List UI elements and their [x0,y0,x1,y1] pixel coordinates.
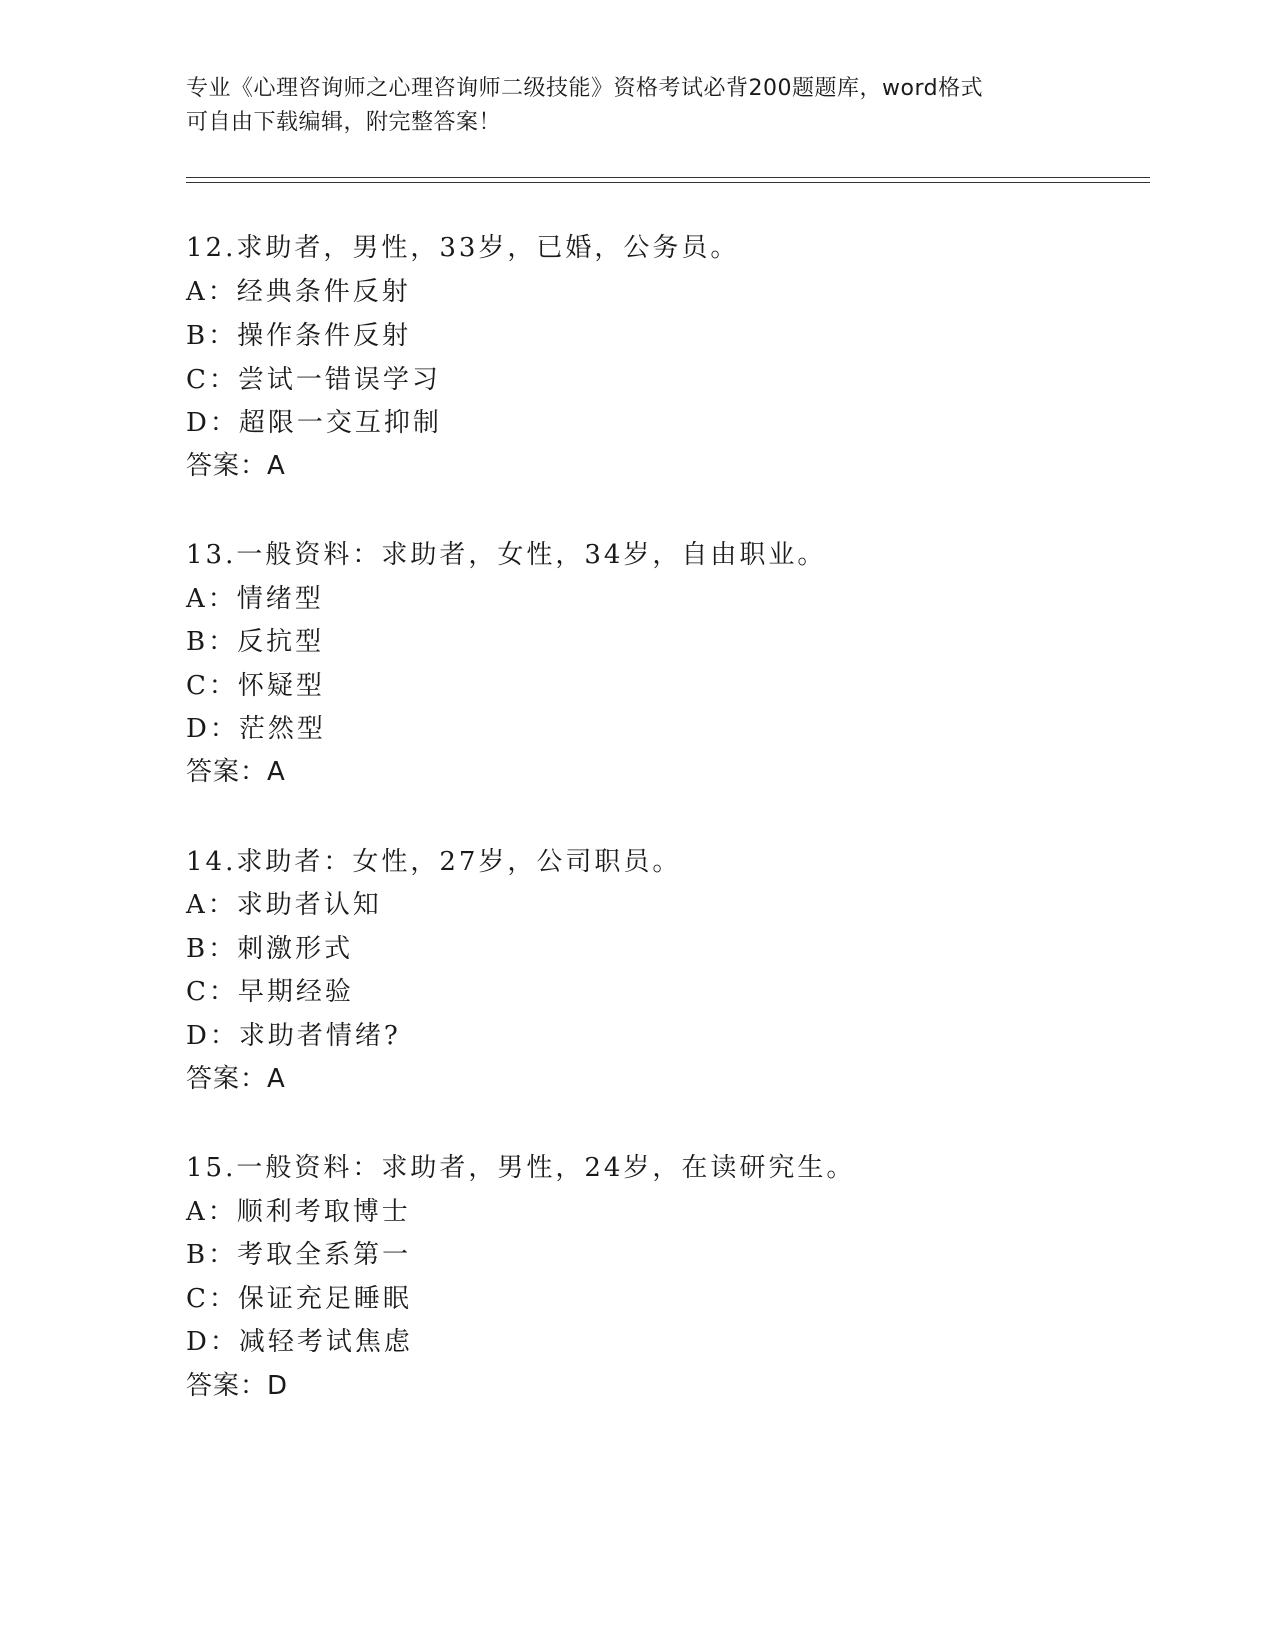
question-stem: 14.求助者：女性，27岁，公司职员。 [186,847,682,877]
option-d: D：求助者情绪? [186,1021,401,1051]
answer-label: 答案：A [186,1064,286,1094]
option-d: D：超限一交互抑制 [186,408,442,438]
option-b: B：考取全系第一 [186,1240,412,1270]
option-b: B：操作条件反射 [186,321,412,351]
option-d: D：减轻考试焦虑 [186,1327,413,1357]
option-c: C：尝试一错误学习 [186,365,441,395]
option-a: A：情绪型 [186,584,324,614]
option-c: C：怀疑型 [186,671,325,701]
question-stem: 12.求助者，男性，33岁，已婚，公务员。 [186,233,740,263]
option-a: A：顺利考取博士 [186,1197,411,1227]
option-b: B：反抗型 [186,627,325,657]
header-title-line-1: 专业《心理咨询师之心理咨询师二级技能》资格考试必背200题题库，word格式 [186,76,984,101]
question-item [186,540,1136,872]
question-stem: 15.一般资料：求助者，男性，24岁，在读研究生。 [186,1153,856,1183]
option-c: C：保证充足睡眠 [186,1284,412,1314]
question-item [186,847,1136,1192]
option-a: A：经典条件反射 [186,277,411,307]
header-title-line-2: 可自由下载编辑，附完整答案！ [186,110,502,135]
answer-label: 答案：A [186,757,286,787]
header-divider [186,177,1150,183]
question-list [186,232,1136,1512]
option-d: D：茫然型 [186,714,326,744]
answer-label: 答案：A [186,451,286,481]
question-stem: 13.一般资料：求助者，女性，34岁，自由职业。 [186,540,827,570]
option-c: C：早期经验 [186,977,354,1007]
document-header [186,72,1086,140]
answer-label: 答案：D [186,1371,289,1401]
question-item [186,232,1136,552]
option-b: B：刺激形式 [186,934,354,964]
question-item [186,1153,1136,1512]
option-a: A：求助者认知 [186,890,382,920]
